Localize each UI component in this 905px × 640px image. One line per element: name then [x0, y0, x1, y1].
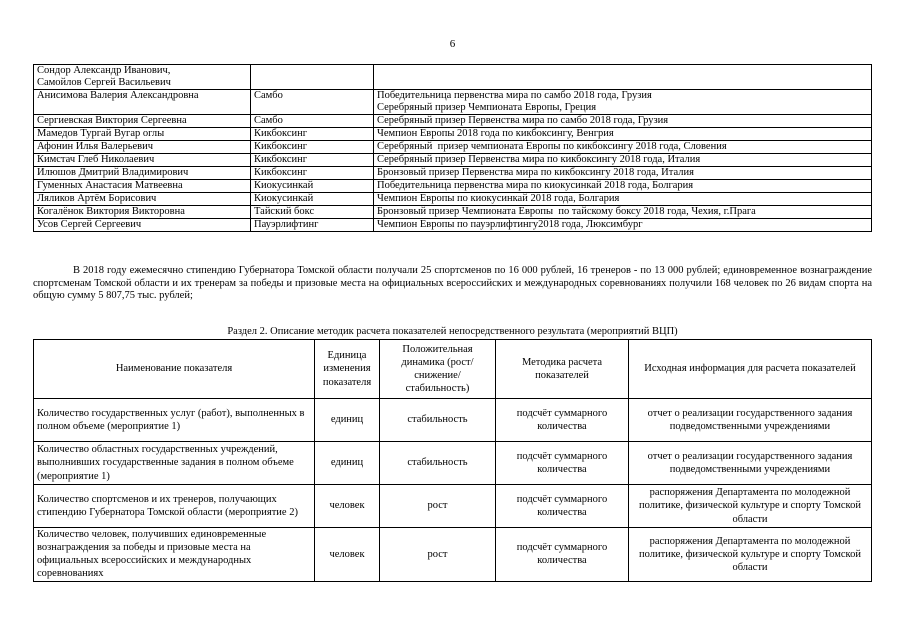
achievement-cell: Победительница первенства мира по киокусинкай 2018 года, Болгария	[374, 180, 872, 193]
table-row	[34, 90, 872, 115]
header-unit: Единица изменения показателя	[315, 340, 380, 399]
sport-cell: Киокусинкай	[251, 193, 374, 206]
achievement-cell: Победительница первенства мира по самбо 2018 года, Грузия Серебряный призер Чемпионата Европы, Греция	[374, 90, 872, 115]
methods-table	[33, 339, 872, 582]
source-cell: распоряжения Департамента по молодежной политике, физической культуре и спорту Томской области	[629, 528, 872, 582]
dynamics-cell: стабильность	[380, 442, 496, 485]
achievement-cell: Чемпион Европы по киокусинкай 2018 года, Болгария	[374, 193, 872, 206]
sport-cell: Кикбоксинг	[251, 128, 374, 141]
source-cell: отчет о реализации государственного задания подведомственными учреждениями	[629, 399, 872, 442]
sport-cell: Самбо	[251, 115, 374, 128]
athlete-name-cell: Гуменных Анастасия Матвеевна	[34, 180, 251, 193]
athlete-name-cell: Ляликов Артём Борисович	[34, 193, 251, 206]
method-cell: подсчёт суммарного количества	[496, 442, 629, 485]
table-row	[34, 115, 872, 128]
achievement-cell: Серебряный призер Первенства мира по самбо 2018 года, Грузия	[374, 115, 872, 128]
table-row	[34, 219, 872, 232]
header-indicator-name: Наименование показателя	[34, 340, 315, 399]
athlete-name-cell: Афонин Илья Валерьевич	[34, 141, 251, 154]
table-row	[34, 442, 872, 485]
section-caption: Раздел 2. Описание методик расчета показателей непосредственного результата (мероприятий ВЦП)	[227, 326, 678, 337]
table-row	[34, 167, 872, 180]
athlete-name-cell: Усов Сергей Сергеевич	[34, 219, 251, 232]
dynamics-cell: рост	[380, 528, 496, 582]
unit-cell: единиц	[315, 442, 380, 485]
athlete-name-cell: Когалёнок Виктория Викторовна	[34, 206, 251, 219]
athlete-name-cell: Кимстач Глеб Николаевич	[34, 154, 251, 167]
sport-cell: Пауэрлифтинг	[251, 219, 374, 232]
indicator-name-cell: Количество государственных услуг (работ), выполненных в полном объеме (мероприятие 1)	[34, 399, 315, 442]
athlete-name-cell: Анисимова Валерия Александровна	[34, 90, 251, 115]
achievement-cell: Серебряный призер Первенства мира по кикбоксингу 2018 года, Италия	[374, 154, 872, 167]
table-row	[34, 528, 872, 582]
achievement-cell: Бронзовый призер Первенства мира по кикбоксингу 2018 года, Италия	[374, 167, 872, 180]
source-cell: распоряжения Департамента по молодежной политике, физической культуре и спорту Томской области	[629, 485, 872, 528]
table-row	[34, 180, 872, 193]
table-row	[34, 128, 872, 141]
table-row	[34, 485, 872, 528]
sport-cell: Кикбоксинг	[251, 141, 374, 154]
header-source: Исходная информация для расчета показателей	[629, 340, 872, 399]
sport-cell: Кикбоксинг	[251, 154, 374, 167]
dynamics-cell: рост	[380, 485, 496, 528]
stipend-paragraph: В 2018 году ежемесячно стипендию Губернатора Томской области получали 25 спортсменов по 16 000 рублей, 16 тренеров - по 13 000 рублей; единовременное вознаграждение спортсменам Томской области и их тренерам за победы и призовые места на официальных всероссийских и международных соревнованиях получили 168 человек по 26 видам спорта на общую сумму 5 807,75 тыс. рублей;	[33, 265, 872, 301]
table-row	[34, 65, 872, 90]
table-row	[34, 154, 872, 167]
athletes-table	[33, 64, 872, 232]
sport-cell	[251, 65, 374, 90]
source-cell: отчет о реализации государственного задания подведомственными учреждениями	[629, 442, 872, 485]
method-cell: подсчёт суммарного количества	[496, 485, 629, 528]
athlete-name-cell: Сергиевская Виктория Сергеевна	[34, 115, 251, 128]
achievement-cell: Серебряный призер чемпионата Европы по кикбоксингу 2018 года, Словения	[374, 141, 872, 154]
unit-cell: человек	[315, 485, 380, 528]
indicator-name-cell: Количество областных государственных учреждений, выполнивших государственные задания в полном объеме (мероприятие 1)	[34, 442, 315, 485]
header-dynamics: Положительная динамика (рост/ снижение/ стабильность)	[380, 340, 496, 399]
achievement-cell: Бронзовый призер Чемпионата Европы по тайскому боксу 2018 года, Чехия, г.Прага	[374, 206, 872, 219]
athlete-name-cell: Сондор Александр Иванович, Самойлов Сергей Васильевич	[34, 65, 251, 90]
method-cell: подсчёт суммарного количества	[496, 528, 629, 582]
indicator-name-cell: Количество человек, получивших единовременные вознаграждения за победы и призовые места на официальных всероссийских и международных соревнованиях	[34, 528, 315, 582]
achievement-cell	[374, 65, 872, 90]
table-row	[34, 193, 872, 206]
dynamics-cell: стабильность	[380, 399, 496, 442]
athlete-name-cell: Мамедов Тургай Вугар оглы	[34, 128, 251, 141]
table-row	[34, 206, 872, 219]
athlete-name-cell: Илюшов Дмитрий Владимирович	[34, 167, 251, 180]
method-cell: подсчёт суммарного количества	[496, 399, 629, 442]
indicator-name-cell: Количество спортсменов и их тренеров, получающих стипендию Губернатора Томской области (мероприятие 2)	[34, 485, 315, 528]
table-row	[34, 141, 872, 154]
header-method: Методика расчета показателей	[496, 340, 629, 399]
unit-cell: единиц	[315, 399, 380, 442]
achievement-cell: Чемпион Европы по пауэрлифтингу2018 года, Люксимбург	[374, 219, 872, 232]
page-number: 6	[449, 38, 456, 50]
sport-cell: Тайский бокс	[251, 206, 374, 219]
sport-cell: Самбо	[251, 90, 374, 115]
unit-cell: человек	[315, 528, 380, 582]
table-row	[34, 399, 872, 442]
achievement-cell: Чемпион Европы 2018 года по кикбоксингу, Венгрия	[374, 128, 872, 141]
sport-cell: Кикбоксинг	[251, 167, 374, 180]
sport-cell: Киокусинкай	[251, 180, 374, 193]
